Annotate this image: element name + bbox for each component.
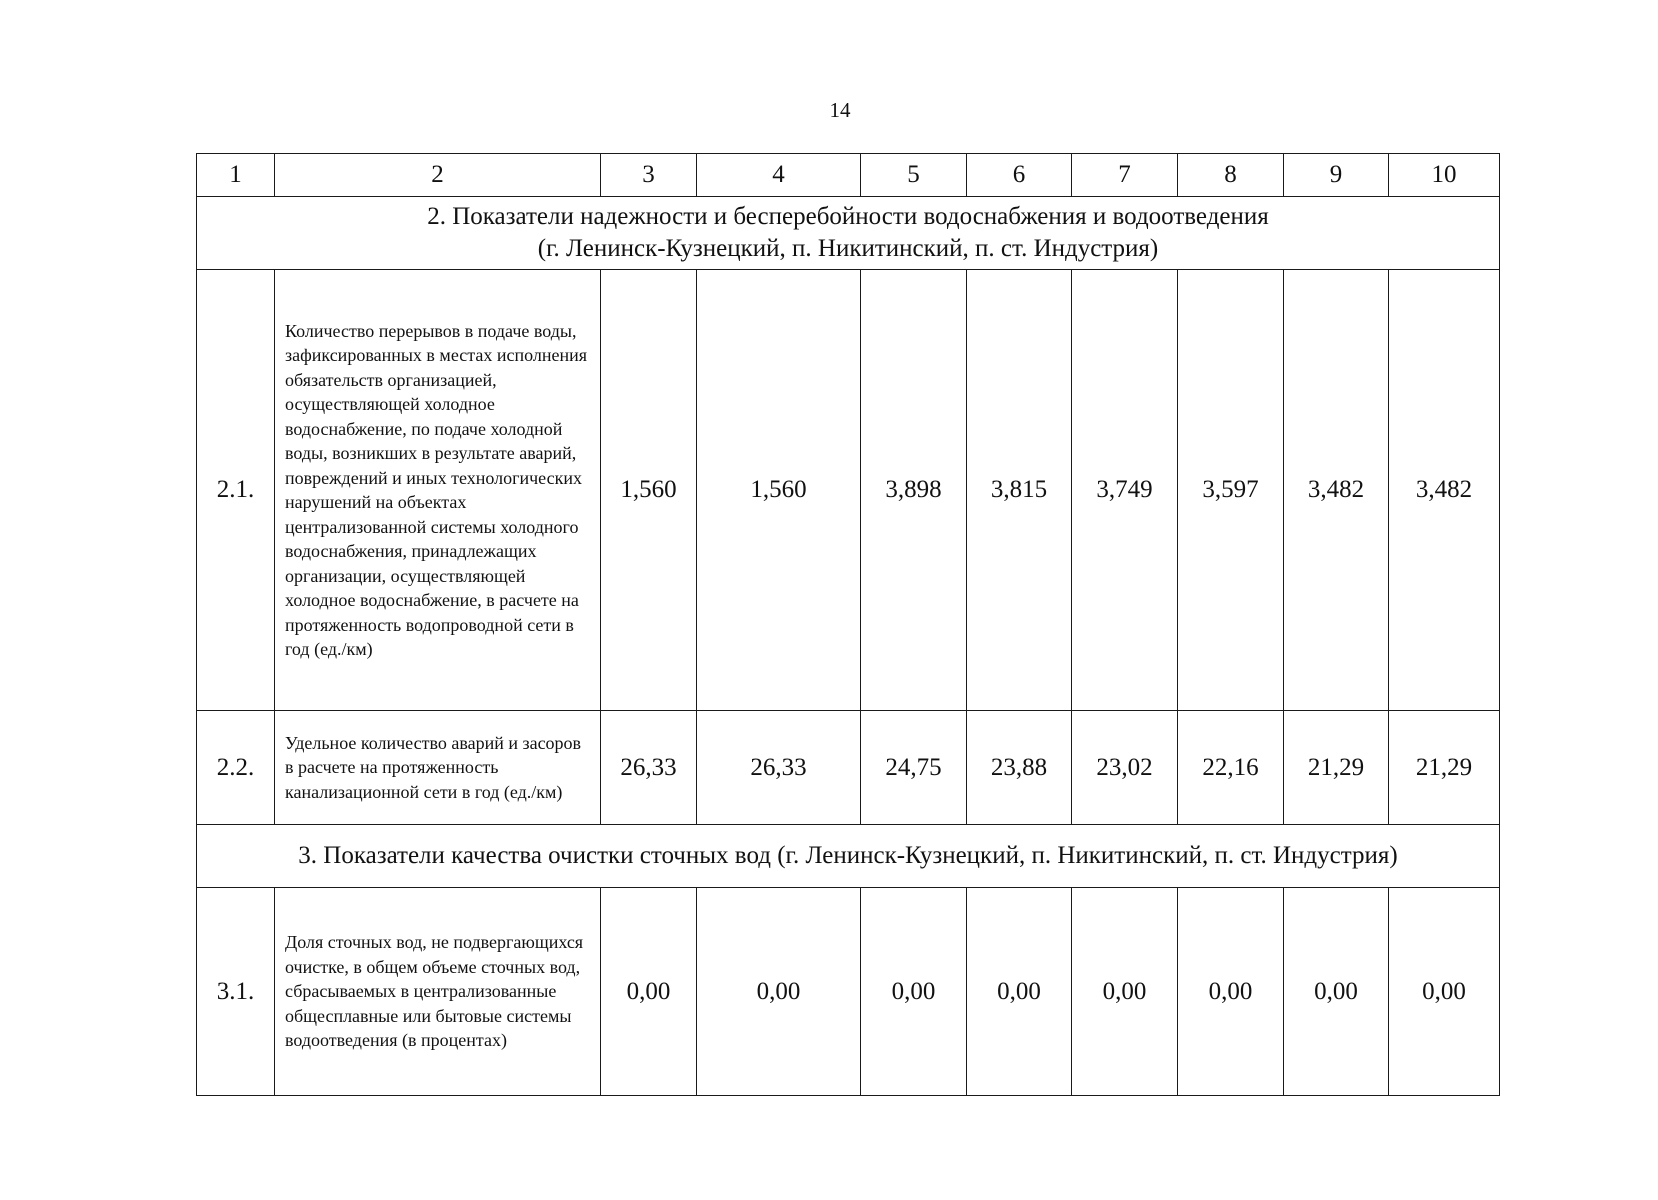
value-cell: 24,75	[861, 711, 967, 825]
column-header: 6	[967, 154, 1072, 197]
indicators-table	[196, 153, 1500, 1096]
section-heading-row	[197, 825, 1500, 888]
column-number-row	[197, 154, 1500, 197]
table-row	[197, 270, 1500, 711]
value-cell: 0,00	[1284, 888, 1389, 1096]
value-cell: 1,560	[601, 270, 697, 711]
value-cell: 3,898	[861, 270, 967, 711]
value-cell: 0,00	[697, 888, 861, 1096]
value-cell: 26,33	[697, 711, 861, 825]
value-cell: 23,02	[1072, 711, 1178, 825]
value-cell: 3,597	[1178, 270, 1284, 711]
section-title-line: 3. Показатели качества очистки сточных вод (г. Ленинск-Кузнецкий, п. Никитинский, п. ст. Индустрия)	[298, 842, 1398, 869]
value-cell: 1,560	[697, 270, 861, 711]
value-cell: 3,482	[1284, 270, 1389, 711]
section-heading	[197, 825, 1500, 888]
section-title-line: 2. Показатели надежности и бесперебойности водоснабжения и водоотведения	[427, 203, 1269, 230]
row-number: 2.1.	[197, 270, 275, 711]
value-cell: 0,00	[1072, 888, 1178, 1096]
value-cell: 3,482	[1389, 270, 1500, 711]
value-cell: 23,88	[967, 711, 1072, 825]
value-cell: 0,00	[1178, 888, 1284, 1096]
section-heading-row	[197, 197, 1500, 270]
value-cell: 3,815	[967, 270, 1072, 711]
value-cell: 3,749	[1072, 270, 1178, 711]
section-heading	[197, 197, 1500, 270]
column-header: 2	[275, 154, 601, 197]
column-header: 4	[697, 154, 861, 197]
row-description: Доля сточных вод, не подвергающихся очистке, в общем объеме сточных вод, сбрасываемых в централизованные общесплавные или бытовые системы водоотведения (в процентах)	[275, 888, 601, 1096]
column-header: 10	[1389, 154, 1500, 197]
column-header: 7	[1072, 154, 1178, 197]
column-header: 3	[601, 154, 697, 197]
value-cell: 21,29	[1389, 711, 1500, 825]
value-cell: 22,16	[1178, 711, 1284, 825]
table-row	[197, 711, 1500, 825]
column-header: 5	[861, 154, 967, 197]
row-number: 3.1.	[197, 888, 275, 1096]
table-row	[197, 888, 1500, 1096]
page-number: 14	[829, 98, 851, 122]
value-cell: 0,00	[861, 888, 967, 1096]
value-cell: 21,29	[1284, 711, 1389, 825]
value-cell: 26,33	[601, 711, 697, 825]
row-description: Удельное количество аварий и засоров в расчете на протяженность канализационной сети в год (ед./км)	[275, 711, 601, 825]
value-cell: 0,00	[601, 888, 697, 1096]
section-title-line: (г. Ленинск-Кузнецкий, п. Никитинский, п. ст. Индустрия)	[537, 235, 1159, 262]
row-number: 2.2.	[197, 711, 275, 825]
value-cell: 0,00	[1389, 888, 1500, 1096]
value-cell: 0,00	[967, 888, 1072, 1096]
row-description: Количество перерывов в подаче воды, зафиксированных в местах исполнения обязательств организацией, осуществляющей холодное водоснабжение, по подаче холодной воды, возникших в результате аварий, повреждений и иных технологических нарушений на объектах централизованной системы холодного водоснабжения, принадлежащих организации, осуществляющей холодное водоснабжение, в расчете на протяженность водопроводной сети в год (ед./км)	[275, 270, 601, 711]
column-header: 9	[1284, 154, 1389, 197]
column-header: 1	[197, 154, 275, 197]
column-header: 8	[1178, 154, 1284, 197]
